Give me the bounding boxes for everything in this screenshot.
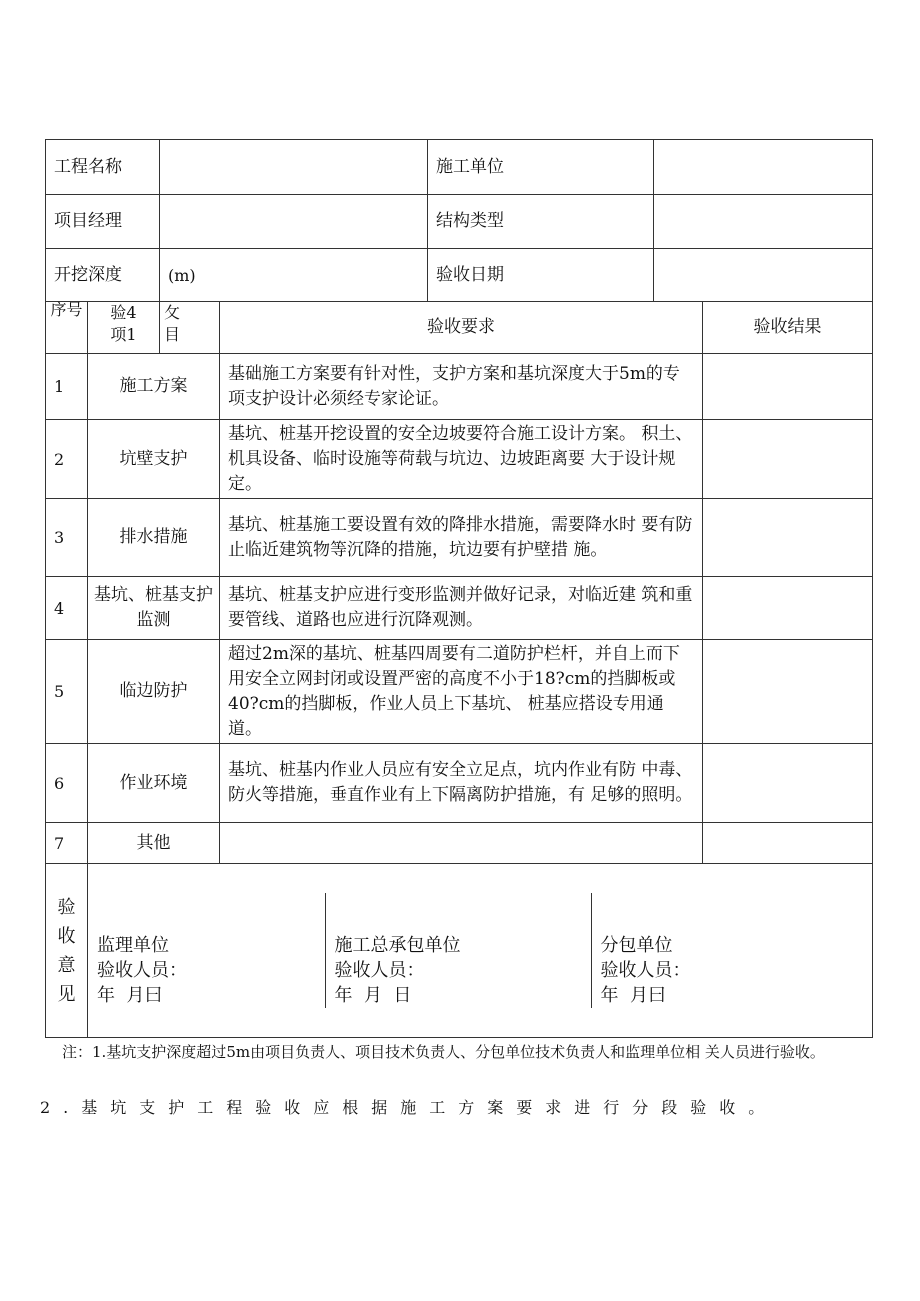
- row-result-field[interactable]: [703, 354, 873, 420]
- table-row: [46, 823, 873, 864]
- row-requirement: 基坑、桩基开挖设置的安全边坡要符合施工设计方案。 积土、机具设备、临时设施等荷载与坑边、边坡距离要 大于设计规定。: [220, 420, 703, 499]
- project-manager-label: 项目经理: [46, 195, 160, 249]
- subcontractor-signature-block[interactable]: [591, 893, 873, 1008]
- signature-table: [88, 893, 873, 1008]
- row-item: 作业环境: [88, 744, 220, 823]
- result-column-header: 验收结果: [703, 302, 873, 354]
- subcontractor-unit-label: 分包单位: [600, 935, 673, 956]
- item-header-part-c: 攵: [164, 303, 181, 322]
- item-header-part-d: 目: [164, 325, 181, 344]
- supervisor-unit-label: 监理单位: [97, 935, 169, 956]
- project-name-label: 工程名称: [46, 140, 160, 195]
- header-row-3: [46, 249, 873, 302]
- acceptance-date-label: 验收日期: [428, 249, 654, 302]
- excavation-depth-field[interactable]: (m): [160, 249, 428, 302]
- row-seq: 4: [46, 577, 88, 640]
- row-result-field[interactable]: [703, 744, 873, 823]
- item-column-header-extra: [160, 302, 220, 354]
- subcontractor-person-label: 验收人员：: [600, 960, 691, 981]
- row-result-field[interactable]: [703, 823, 873, 864]
- acceptance-opinion-row: [46, 864, 873, 1038]
- row-result-field[interactable]: [703, 640, 873, 744]
- row-requirement: 基坑、桩基施工要设置有效的降排水措施，需要降水时 要有防止临近建筑物等沉降的措施，坑边要有护壁措 施。: [220, 499, 703, 577]
- item-header-part-b: 项1: [110, 325, 137, 344]
- general-contractor-signature-block[interactable]: [325, 893, 591, 1008]
- general-contractor-date-label: 年 月 日: [334, 985, 412, 1006]
- row-item: 其他: [88, 823, 220, 864]
- row-requirement: 基础施工方案要有针对性，支护方案和基坑深度大于5m的专项支护设计必须经专家论证。: [220, 354, 703, 420]
- note-1: 注：1.基坑支护深度超过5m由项目负责人、项目技术负责人、分包单位技术负责人和监理单位相 关人员进行验收。: [62, 1043, 825, 1061]
- project-name-field[interactable]: [160, 140, 428, 195]
- row-result-field[interactable]: [703, 499, 873, 577]
- row-item: 施工方案: [88, 354, 220, 420]
- opinion-signatures: [88, 864, 873, 1038]
- table-row: [46, 420, 873, 499]
- row-result-field[interactable]: [703, 420, 873, 499]
- acceptance-date-field[interactable]: [654, 249, 873, 302]
- row-seq: 3: [46, 499, 88, 577]
- row-item: 排水措施: [88, 499, 220, 577]
- acceptance-table: [45, 139, 873, 1038]
- construction-unit-label: 施工单位: [428, 140, 654, 195]
- supervisor-signature-block[interactable]: [88, 893, 325, 1008]
- general-contractor-person-label: 验收人员：: [334, 960, 425, 981]
- supervisor-person-label: 验收人员：: [97, 960, 187, 981]
- note-2: 2.基坑支护工程验收应根据施工方案要求进行分段验收。: [40, 1098, 778, 1117]
- table-row: [46, 640, 873, 744]
- table-row: [46, 577, 873, 640]
- row-seq: 1: [46, 354, 88, 420]
- row-requirement: [220, 823, 703, 864]
- row-requirement: 超过2m深的基坑、桩基四周要有二道防护栏杆，并自上而下用安全立网封闭或设置严密的高度不小于18?cm的挡脚板或40?cm的挡脚板，作业人员上下基坑、 桩基应搭设专用通道。: [220, 640, 703, 744]
- row-requirement: 基坑、桩基内作业人员应有安全立足点，坑内作业有防 中毒、防火等措施，垂直作业有上下隔离防护措施，有 足够的照明。: [220, 744, 703, 823]
- row-result-field[interactable]: [703, 577, 873, 640]
- header-row-2: [46, 195, 873, 249]
- structure-type-label: 结构类型: [428, 195, 654, 249]
- requirement-column-header: 验收要求: [220, 302, 703, 354]
- table-row: [46, 354, 873, 420]
- item-header-part-a: 验4: [110, 303, 137, 322]
- row-seq: 2: [46, 420, 88, 499]
- general-contractor-unit-label: 施工总承包单位: [334, 935, 461, 956]
- excavation-depth-label: 开挖深度: [46, 249, 160, 302]
- subcontractor-date-label: 年 月曰: [600, 985, 666, 1006]
- structure-type-field[interactable]: [654, 195, 873, 249]
- row-seq: 7: [46, 823, 88, 864]
- table-row: [46, 744, 873, 823]
- row-seq: 5: [46, 640, 88, 744]
- row-item: 坑壁支护: [88, 420, 220, 499]
- table-row: [46, 499, 873, 577]
- opinion-label: [46, 864, 88, 1038]
- column-header-row: [46, 302, 873, 354]
- project-manager-field[interactable]: [160, 195, 428, 249]
- row-requirement: 基坑、桩基支护应进行变形监测并做好记录，对临近建 筑和重要管线、道路也应进行沉降观测。: [220, 577, 703, 640]
- row-item: 基坑、桩基支护监测: [88, 577, 220, 640]
- header-row-1: [46, 140, 873, 195]
- seq-column-header: 序号: [46, 302, 88, 354]
- row-item: 临边防护: [88, 640, 220, 744]
- construction-unit-field[interactable]: [654, 140, 873, 195]
- row-seq: 6: [46, 744, 88, 823]
- supervisor-date-label: 年 月曰: [97, 985, 163, 1006]
- opinion-label-text: 验收意见: [57, 896, 76, 1005]
- item-column-header: [88, 302, 160, 354]
